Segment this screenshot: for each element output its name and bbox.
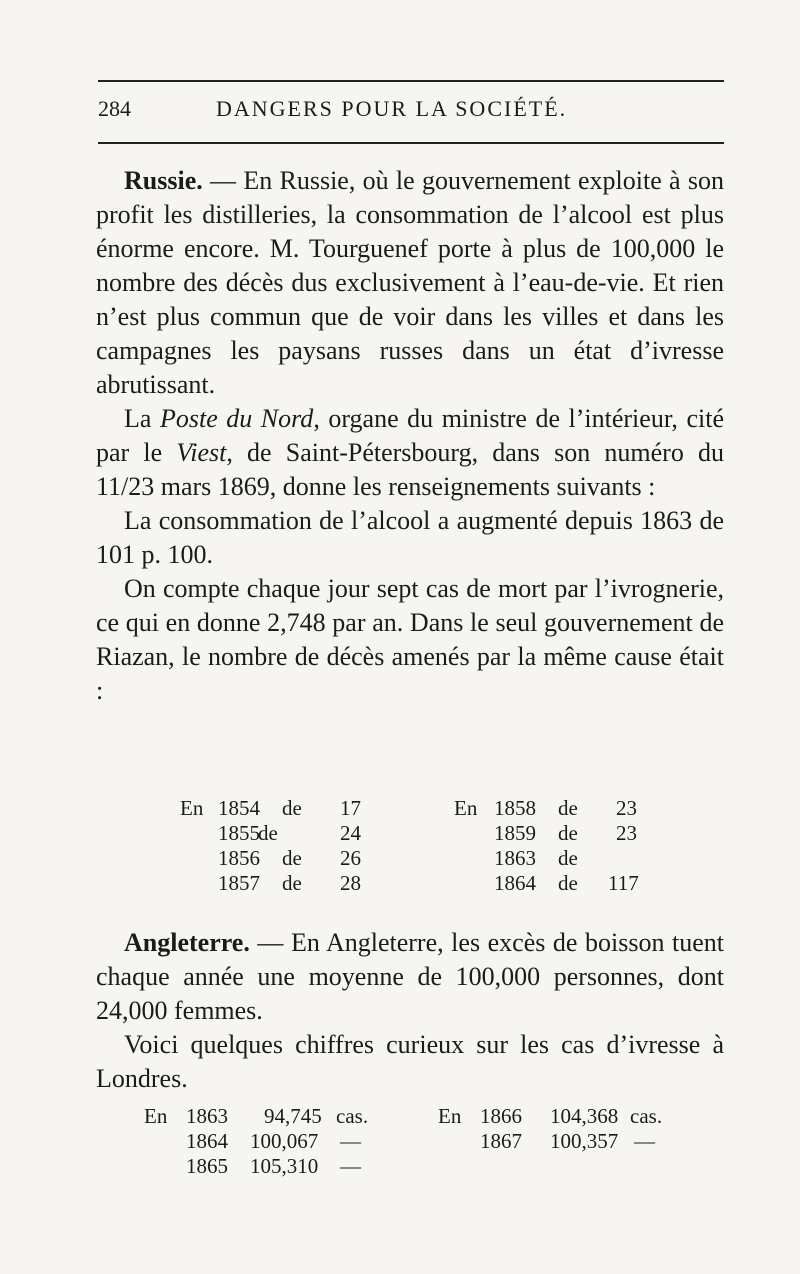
header-bottom-rule [98, 142, 724, 144]
russie-paragraph-2: La Poste du Nord, organe du ministre de l’intérieur, cité par le Viest, de Saint-Pétersbourg, dans son numéro du 11/23 mars 1869, donne les renseignements suivants : [96, 404, 724, 501]
russie-paragraph-1: Russie. — En Russie, où le gouvernement exploite à son profit les distilleries, la consommation de l’alcool est plus énorme encore. M. Tourguenef porte à plus de 100,000 le nombre des décès dus exclusivement à l’eau-de-vie. Et rien n’est plus commun que de voir dans les villes et dans les campagnes les paysans russes dans un état d’ivresse abrutissant. [96, 166, 724, 399]
riazan-deaths-table: En 1854 de 17 En 1858 de 23 1855 de 24 1859 de 23 1856 de 26 1863 de 1857 de 28 1864 de 117 [180, 796, 639, 895]
russie-paragraph-4: On compte chaque jour sept cas de mort par l’ivrognerie, ce qui en donne 2,748 par an. Dans le seul gouvernement de Riazan, le nombre de décès amenés par la même cause était : [96, 574, 724, 705]
section-heading-russie: Russie. [124, 166, 203, 195]
source-title: Viest [176, 438, 227, 467]
header-top-rule [98, 80, 724, 82]
london-drunkenness-table: En 1863 94,745 cas. En 1866 104,368 cas. 1864 100,067 — 1867 100,357 — 1865 105,310 — [144, 1104, 663, 1178]
angleterre-paragraph-1: Angleterre. — En Angleterre, les excès de boisson tuent chaque année une moyenne de 100,000 personnes, dont 24,000 femmes. [96, 928, 724, 1025]
angleterre-paragraph-2: Voici quelques chiffres curieux sur les cas d’ivresse à Londres. [96, 1030, 724, 1093]
running-title: DANGERS POUR LA SOCIÉTÉ. [216, 96, 568, 121]
russie-paragraph-3: La consommation de l’alcool a augmenté depuis 1863 de 101 p. 100. [96, 506, 724, 569]
page-header [98, 96, 724, 132]
angleterre-section [96, 926, 724, 1096]
journal-title: Poste du Nord [159, 404, 314, 433]
russie-section [96, 164, 724, 708]
section-heading-angleterre: Angleterre. [124, 928, 250, 957]
page-number: 284 [98, 96, 131, 121]
